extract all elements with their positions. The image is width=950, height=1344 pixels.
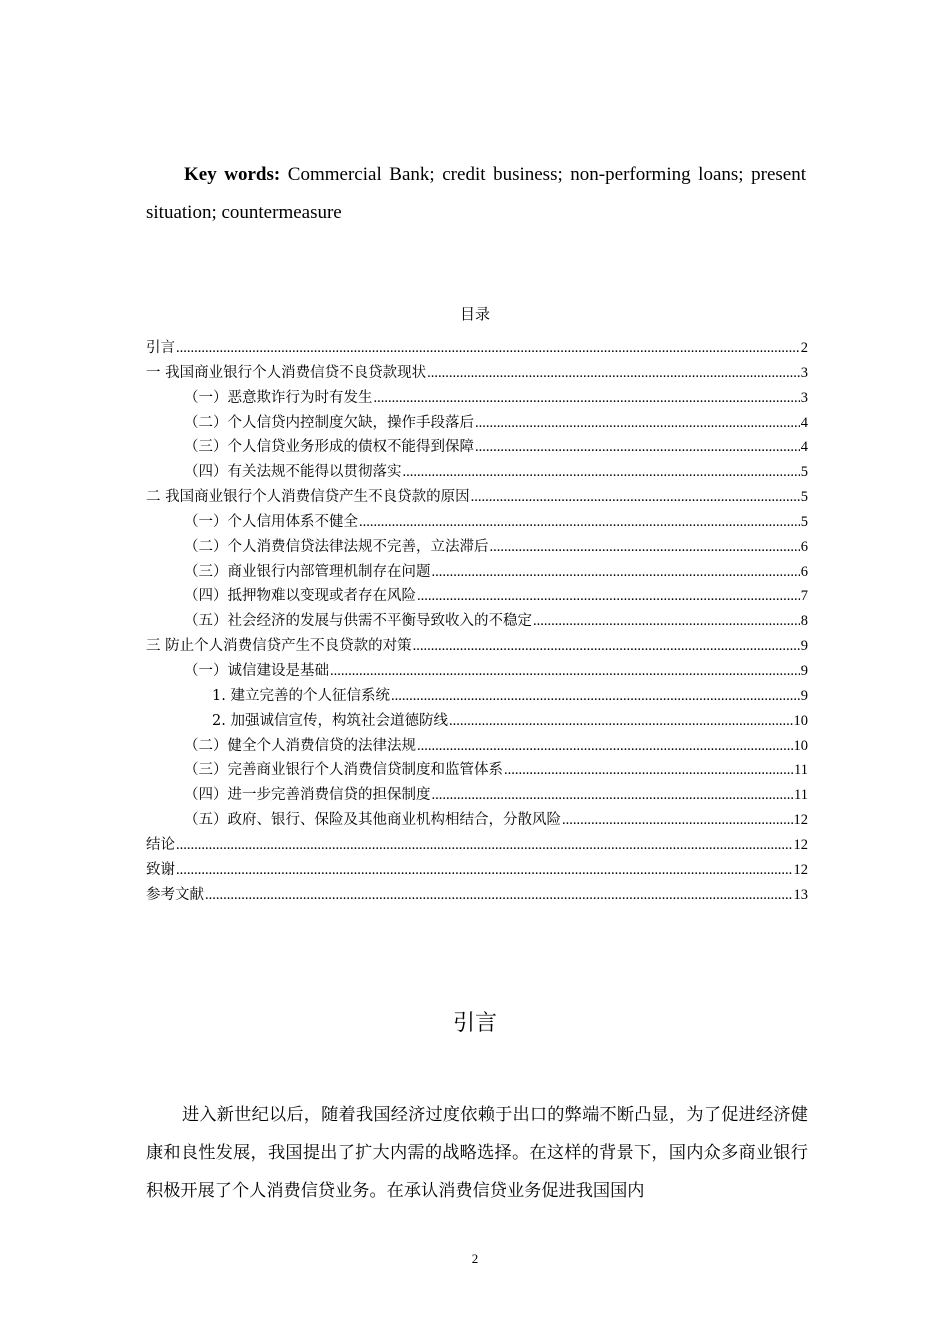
toc-leader-dots xyxy=(403,460,800,485)
toc-entry[interactable] xyxy=(146,435,808,460)
toc-entry-page: 9 xyxy=(800,687,808,704)
toc-leader-dots xyxy=(471,485,800,510)
intro-paragraph: 进入新世纪以后，随着我国经济过度依赖于出口的弊端不断凸显，为了促进经济健康和良性发展，我国提出了扩大内需的战略选择。在这样的背景下，国内众多商业银行积极开展了个人消费信贷业务。在承认消费信贷业务促进我国国内 xyxy=(146,1105,808,1201)
toc-entry-label: 二 我国商业银行个人消费信贷产生不良贷款的原因 xyxy=(146,489,470,506)
toc-entry[interactable] xyxy=(146,659,808,684)
keywords-label: Key words: xyxy=(184,164,281,185)
toc-leader-dots xyxy=(432,783,794,808)
toc-leader-dots xyxy=(417,734,793,759)
toc-entry[interactable] xyxy=(146,734,808,759)
toc-entry-page: 5 xyxy=(800,489,808,506)
toc-entry[interactable] xyxy=(146,634,808,659)
toc-leader-dots xyxy=(475,435,800,460)
toc-entry[interactable] xyxy=(146,560,808,585)
toc-entry-label: （四）抵押物难以变现或者存在风险 xyxy=(184,588,416,605)
toc-leader-dots xyxy=(359,510,800,535)
toc-leader-dots xyxy=(205,883,793,908)
toc-entry-label: （三）商业银行内部管理机制存在问题 xyxy=(184,563,431,580)
toc-entry-label: （五）社会经济的发展与供需不平衡导致收入的不稳定 xyxy=(184,613,532,630)
toc-entry-page: 10 xyxy=(793,737,808,754)
toc-entry[interactable] xyxy=(146,411,808,436)
toc-entry-label: （一）诚信建设是基础 xyxy=(184,662,329,679)
toc-leader-dots xyxy=(504,758,793,783)
toc-entry-page: 12 xyxy=(793,861,808,878)
toc-entry-page: 9 xyxy=(800,662,808,679)
toc-entry-page: 5 xyxy=(800,464,808,481)
toc-entry-page: 12 xyxy=(793,836,808,853)
toc-entry-page: 2 xyxy=(800,340,808,356)
toc-entry[interactable] xyxy=(146,584,808,609)
toc-leader-dots xyxy=(562,808,793,833)
toc-entry-label: （四）有关法规不能得以贯彻落实 xyxy=(184,464,402,481)
toc-entry-page: 5 xyxy=(800,513,808,530)
toc-entry-page: 6 xyxy=(800,563,808,580)
toc-entry[interactable] xyxy=(146,709,808,734)
toc-entry-label: 2. 加强诚信宣传，构筑社会道德防线 xyxy=(212,712,448,729)
toc-leader-dots xyxy=(417,584,800,609)
toc-title: 目录 xyxy=(459,305,490,323)
toc-entry-label: 1. 建立完善的个人征信系统 xyxy=(212,687,390,704)
toc-entry[interactable] xyxy=(146,758,808,783)
toc-entry-label: （四）进一步完善消费信贷的担保制度 xyxy=(184,787,431,804)
toc-entry-page: 4 xyxy=(800,439,808,456)
toc-leader-dots xyxy=(330,659,800,684)
toc-entry-page: 13 xyxy=(793,886,808,903)
section-title: 引言 xyxy=(452,1011,497,1036)
toc-leader-dots xyxy=(176,858,793,883)
page-number: 2 xyxy=(471,1251,479,1266)
keywords-text: Commercial Bank; credit business; non-performing loans; present situation; countermeasure xyxy=(146,164,806,223)
toc-entry-label: 参考文献 xyxy=(146,886,204,903)
toc-leader-dots xyxy=(432,560,800,585)
toc-entry[interactable] xyxy=(146,386,808,411)
toc-entry[interactable] xyxy=(146,833,808,858)
toc-entry-page: 11 xyxy=(794,787,808,804)
keywords-paragraph xyxy=(146,156,806,232)
toc-entry-page: 11 xyxy=(794,762,808,779)
toc-entry-label: （一）恶意欺诈行为时有发生 xyxy=(184,389,373,406)
toc-entry[interactable] xyxy=(146,808,808,833)
toc-entry[interactable] xyxy=(146,510,808,535)
toc-entry-label: 一 我国商业银行个人消费信贷不良贷款现状 xyxy=(146,364,427,381)
toc-leader-dots xyxy=(413,634,800,659)
toc-entry-label: （五）政府、银行、保险及其他商业机构相结合，分散风险 xyxy=(184,812,561,829)
toc-entry-label: （三）个人信贷业务形成的债权不能得到保障 xyxy=(184,439,474,456)
toc-entry-page: 7 xyxy=(800,588,808,605)
toc-entry-label: 三 防止个人消费信贷产生不良贷款的对策 xyxy=(146,638,412,655)
toc-leader-dots xyxy=(533,609,800,634)
toc-leader-dots xyxy=(427,361,800,386)
toc-leader-dots xyxy=(374,386,800,411)
toc-leader-dots xyxy=(490,535,800,560)
toc-leader-dots xyxy=(391,684,800,709)
toc-entry-label: （一）个人信用体系不健全 xyxy=(184,513,358,530)
toc-entry-page: 12 xyxy=(793,812,808,829)
toc-entry-label: （二）个人消费信贷法律法规不完善，立法滞后 xyxy=(184,538,489,555)
toc-entry-label: 引言 xyxy=(146,340,175,356)
toc-entry[interactable] xyxy=(146,684,808,709)
toc-entry-page: 6 xyxy=(800,538,808,555)
toc-entry-label: 致谢 xyxy=(146,861,175,878)
toc-entry[interactable] xyxy=(146,783,808,808)
table-of-contents xyxy=(146,336,808,907)
toc-leader-dots xyxy=(449,709,793,734)
toc-entry-page: 8 xyxy=(800,613,808,630)
toc-entry[interactable] xyxy=(146,485,808,510)
toc-entry[interactable] xyxy=(146,361,808,386)
toc-entry[interactable] xyxy=(146,883,808,908)
toc-entry[interactable] xyxy=(146,609,808,634)
toc-entry-page: 9 xyxy=(800,638,808,655)
toc-entry-page: 10 xyxy=(793,712,808,729)
toc-entry[interactable] xyxy=(146,858,808,883)
toc-entry-label: （二）个人信贷内控制度欠缺，操作手段落后 xyxy=(184,414,474,431)
toc-entry[interactable] xyxy=(146,336,808,361)
toc-entry-label: （三）完善商业银行个人消费信贷制度和监管体系 xyxy=(184,762,503,779)
toc-entry[interactable] xyxy=(146,535,808,560)
toc-entry[interactable] xyxy=(146,460,808,485)
toc-leader-dots xyxy=(176,336,800,361)
toc-entry-page: 3 xyxy=(800,389,808,406)
toc-entry-page: 4 xyxy=(800,414,808,431)
toc-entry-label: 结论 xyxy=(146,836,175,853)
toc-entry-label: （二）健全个人消费信贷的法律法规 xyxy=(184,737,416,754)
toc-entry-page: 3 xyxy=(800,364,808,381)
toc-leader-dots xyxy=(176,833,793,858)
toc-leader-dots xyxy=(475,411,800,436)
